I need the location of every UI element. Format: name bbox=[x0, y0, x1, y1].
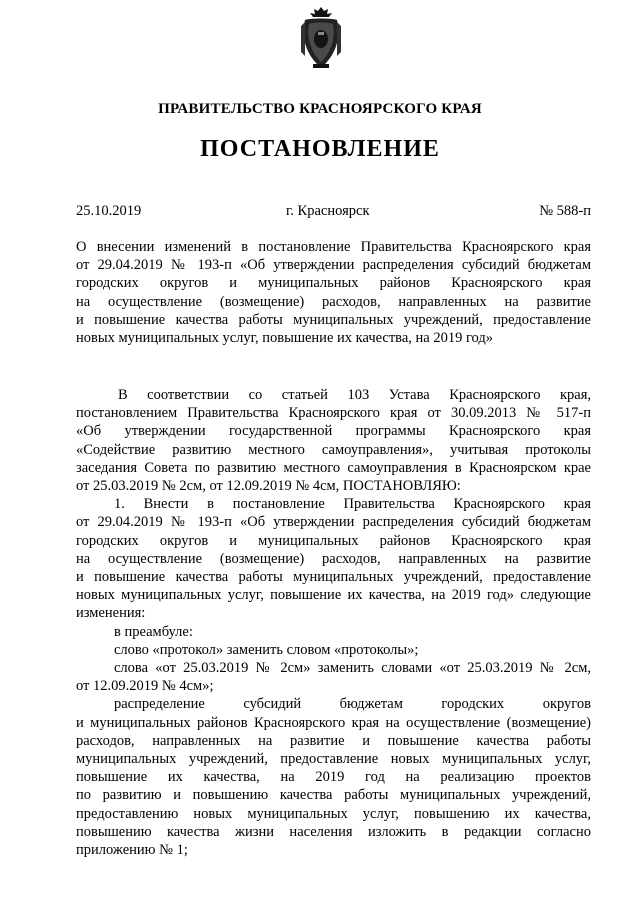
change-line: муниципальных учреждений, предоставление новых муниципальных услуг, bbox=[76, 751, 591, 768]
change-line: расходов, направленных на развитие и повышение качества работы bbox=[76, 732, 591, 749]
preamble-change-heading: в преамбуле: bbox=[114, 623, 193, 640]
item-1-line: изменения: bbox=[76, 605, 146, 622]
preamble-line: «Содействие развитию местного самоуправления», учитывая протоколы bbox=[76, 441, 591, 458]
subject-line: О внесении изменений в постановление Правительства Красноярского края bbox=[76, 239, 591, 255]
item-1-line: и повышение качества работы муниципальных учреждений, предоставление bbox=[76, 569, 591, 586]
item-1-line: на осуществление (возмещение) расходов, направленных на развитие bbox=[76, 550, 591, 567]
coat-of-arms-emblem bbox=[299, 6, 343, 70]
preamble-line: заседания Совета по развитию местного самоуправления в Красноярском крае bbox=[76, 459, 591, 476]
government-title: ПРАВИТЕЛЬСТВО КРАСНОЯРСКОГО КРАЯ bbox=[158, 101, 482, 117]
document-meta-row bbox=[76, 203, 591, 223]
change-line: приложению № 1; bbox=[76, 842, 188, 859]
document-city: г. Красноярск bbox=[286, 203, 370, 219]
item-1-line: новых муниципальных услуг, повышение их качества, на 2019 год» следующие bbox=[76, 587, 591, 604]
change-line: от 12.09.2019 № 4см»; bbox=[76, 678, 214, 695]
subject-line: от 29.04.2019 № 193-п «Об утверждении распределения субсидий бюджетам bbox=[76, 257, 591, 274]
change-line: и муниципальных районов Красноярского края на осуществление (возмещение) bbox=[76, 714, 591, 731]
change-line: по развитию и повышению качества работы муниципальных учреждений, bbox=[76, 787, 591, 804]
preamble-line: постановлением Правительства Красноярского края от 30.09.2013 № 517-п bbox=[76, 405, 591, 422]
change-line: слова «от 25.03.2019 № 2см» заменить словами «от 25.03.2019 № 2см, bbox=[114, 660, 591, 677]
subject-line: городских округов и муниципальных районов Красноярского края bbox=[76, 275, 591, 292]
preamble-line: «Об утверждении государственной программы Красноярского края bbox=[76, 423, 591, 440]
subject-line: и повышение качества работы муниципальных учреждений, предоставление bbox=[76, 311, 591, 328]
subject-line: новых муниципальных услуг, повышение их качества, на 2019 год» bbox=[76, 330, 494, 347]
document-date: 25.10.2019 bbox=[76, 203, 142, 219]
change-line: предоставлению новых муниципальных услуг, повышению их качества, bbox=[76, 805, 591, 822]
document-number: № 588-п bbox=[539, 203, 591, 219]
document-subject bbox=[76, 238, 591, 347]
document-type-title: ПОСТАНОВЛЕНИЕ bbox=[200, 136, 440, 162]
item-1-line: от 29.04.2019 № 193-п «Об утверждении распределения субсидий бюджетам bbox=[76, 514, 591, 531]
document-body bbox=[76, 386, 591, 859]
change-line: слово «протокол» заменить словом «протоколы»; bbox=[114, 641, 419, 658]
subject-line: на осуществление (возмещение) расходов, направленных на развитие bbox=[76, 293, 591, 310]
item-1-line: городских округов и муниципальных районов Красноярского края bbox=[76, 532, 591, 549]
preamble-line: от 25.03.2019 № 2см, от 12.09.2019 № 4см, ПОСТАНОВЛЯЮ: bbox=[76, 478, 461, 495]
change-line: распределение субсидий бюджетам городских округов bbox=[114, 696, 591, 713]
preamble-line: В соответствии со статьей 103 Устава Красноярского края, bbox=[118, 387, 591, 403]
change-line: повышению качества жизни населения изложить в редакции согласно bbox=[76, 823, 591, 840]
change-line: повышение их качества, на 2019 год на реализацию проектов bbox=[76, 769, 591, 786]
item-1-line: 1. Внести в постановление Правительства Красноярского края bbox=[114, 496, 591, 513]
